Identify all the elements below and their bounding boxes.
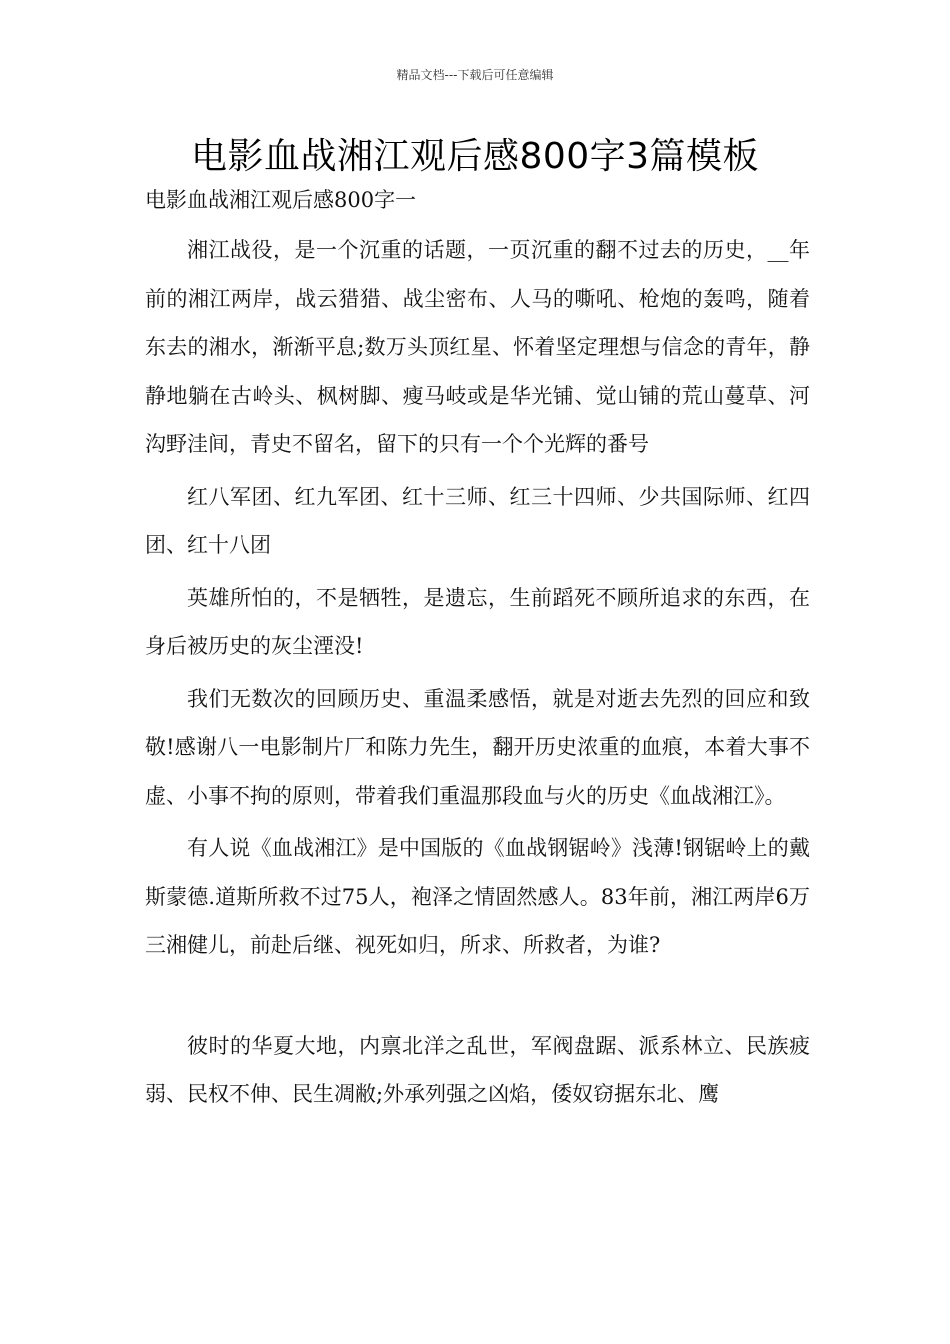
header-note: 精品文档---下载后可任意编辑 — [396, 68, 554, 82]
paragraph: 我们无数次的回顾历史、重温柔感悟，就是对逝去先烈的回应和致敬!感谢八一电影制片厂和陈力先生，翻开历史浓重的血痕，本着大事不虚、小事不拘的原则，带着我们重温那段血与火的历史《血战湘江》。 — [145, 686, 810, 808]
paragraph: 湘江战役，是一个沉重的话题，一页沉重的翻不过去的历史，__年前的湘江两岸，战云猎猎、战尘密布、人马的嘶吼、枪炮的轰鸣，随着东去的湘水，渐渐平息;数万头顶红星、怀着坚定理想与信念的青年，静静地躺在古岭头、枫树脚、瘦马岐或是华光铺、觉山铺的荒山蔓草、河沟野洼间，青史不留名，留下的只有一个个光辉的番号 — [145, 238, 810, 456]
paragraph: 有人说《血战湘江》是中国版的《血战钢锯岭》浅薄!钢锯岭上的戴斯蒙德.道斯所救不过75人，袍泽之情固然感人。83年前，湘江两岸6万三湘健儿，前赴后继、视死如归，所求、所救者，为谁? — [145, 836, 810, 957]
paragraph: 彼时的华夏大地，内禀北洋之乱世，军阀盘踞、派系林立、民族疲弱、民权不伸、民生凋敝;外承列强之凶焰，倭奴窃据东北、鹰 — [145, 1033, 810, 1106]
document-title: 电影血战湘江观后感800字3篇模板 — [190, 136, 760, 177]
paragraph: 英雄所怕的，不是牺牲，是遗忘，生前蹈死不顾所追求的东西，在身后被历史的灰尘湮没! — [145, 585, 810, 658]
paragraph: 红八军团、红九军团、红十三师、红三十四师、少共国际师、红四团、红十八团 — [145, 484, 810, 557]
document-body — [145, 226, 810, 1123]
document-subtitle: 电影血战湘江观后感800字一 — [145, 188, 417, 212]
